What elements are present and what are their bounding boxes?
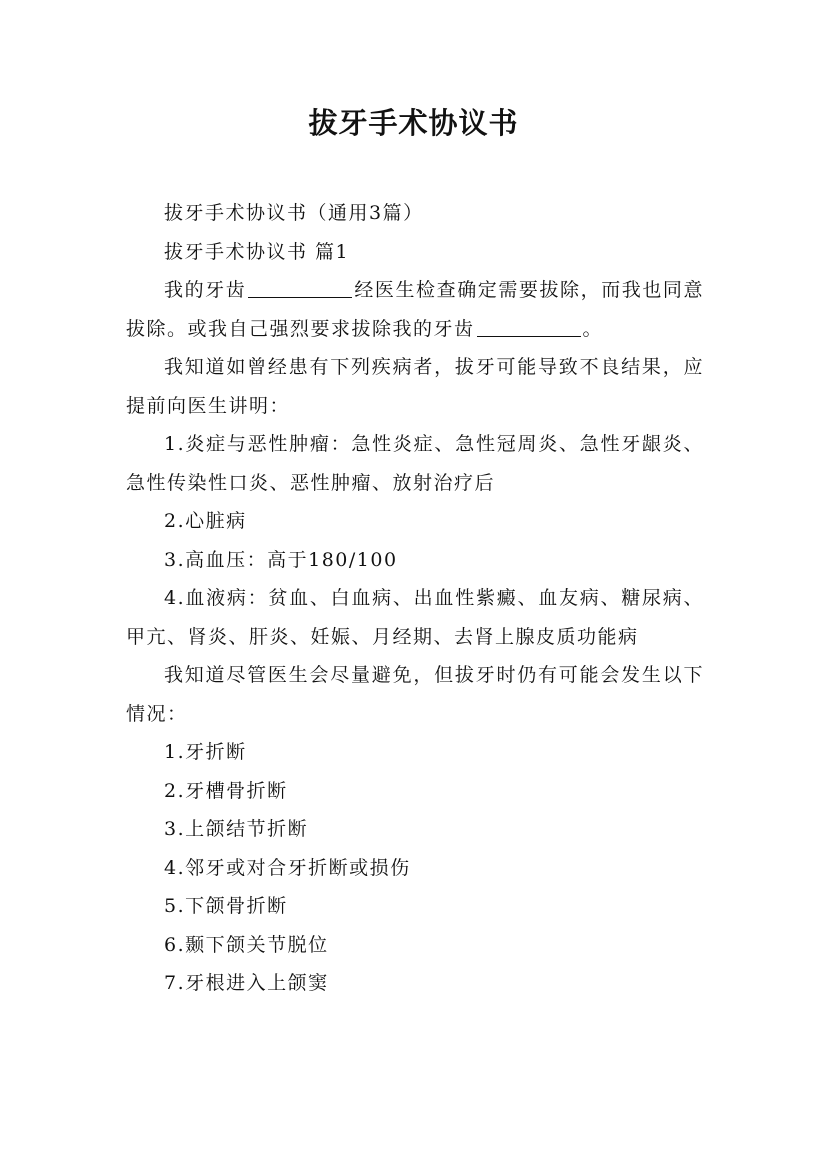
risk-item: 7.牙根进入上颌窦 — [164, 972, 329, 994]
document-subtitle: 拔牙手术协议书（通用3篇） — [164, 202, 424, 224]
risk-item: 5.下颌骨折断 — [164, 895, 288, 917]
consent-text-2: 经医生检查确定需要拔除，而我也同意拔除。或我自己强烈要求拔除我的牙齿 — [126, 279, 704, 340]
consent-text-3: 。 — [582, 317, 604, 340]
risk-item: 6.颞下颌关节脱位 — [164, 933, 329, 956]
consent-paragraph — [126, 271, 704, 348]
disease-item: 3.高血压：高于180/100 — [164, 548, 398, 571]
risk-item: 4.邻牙或对合牙折断或损伤 — [164, 856, 411, 879]
disease-item: 4.血液病：贫血、白血病、出血性紫癜、血友病、糖尿病、甲亢、肾炎、肝炎、妊娠、月经期、去肾上腺皮质功能病 — [126, 587, 704, 648]
risk-item: 1.牙折断 — [164, 741, 247, 763]
document-body — [126, 194, 704, 1003]
tooth-blank-2 — [477, 317, 581, 337]
tooth-blank-1 — [248, 278, 352, 298]
diseases-intro: 我知道如曾经患有下列疾病者，拔牙可能导致不良结果，应提前向医生讲明： — [126, 356, 704, 417]
risk-item: 3.上颌结节折断 — [164, 818, 309, 840]
document-title: 拔牙手术协议书 — [308, 106, 519, 140]
risks-intro: 我知道尽管医生会尽量避免，但拔牙时仍有可能会发生以下情况： — [126, 664, 704, 725]
disease-item: 2.心脏病 — [164, 510, 247, 532]
section-heading: 拔牙手术协议书 篇1 — [164, 240, 350, 263]
consent-text-1: 我的牙齿 — [164, 279, 247, 301]
risk-item: 2.牙槽骨折断 — [164, 779, 288, 802]
disease-item: 1.炎症与恶性肿瘤：急性炎症、急性冠周炎、急性牙龈炎、急性传染性口炎、恶性肿瘤、放射治疗后 — [126, 433, 704, 494]
